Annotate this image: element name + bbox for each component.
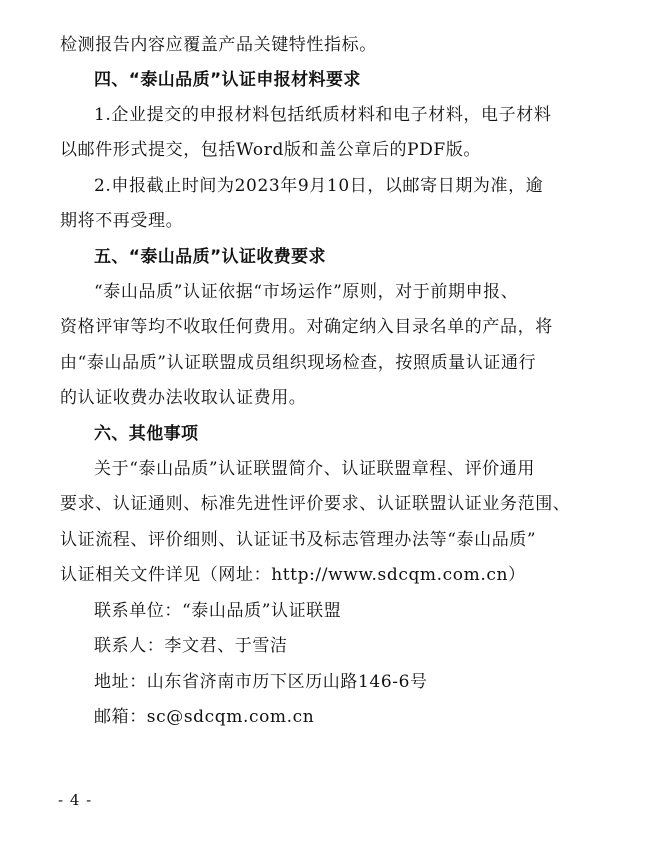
paragraph-line: 由“泰山品质”认证联盟成员组织现场检查，按照质量认证通行: [60, 353, 537, 373]
contact-unit: 联系单位：“泰山品质”认证联盟: [94, 601, 342, 621]
paragraph-line: 2.申报截止时间为2023年9月10日，以邮寄日期为准，逾: [94, 176, 544, 196]
section-heading-6: 六、其他事项: [94, 424, 199, 444]
paragraph-line: 的认证收费办法收取认证费用。: [60, 388, 307, 408]
email: 邮箱：sc@sdcqm.com.cn: [94, 707, 315, 727]
contact-person: 联系人：李文君、于雪洁: [94, 636, 288, 656]
section-heading-4: 四、“泰山品质”认证申报材料要求: [94, 70, 361, 90]
paragraph-line: 认证流程、评价细则、认证证书及标志管理办法等“泰山品质”: [60, 530, 537, 550]
address: 地址：山东省济南市历下区历山路146-6号: [94, 672, 428, 692]
paragraph-line: 1.企业提交的申报材料包括纸质材料和电子材料，电子材料: [94, 105, 552, 125]
paragraph-line: 资格评审等均不收取任何费用。对确定纳入目录名单的产品，将: [60, 317, 553, 337]
paragraph-line: 要求、认证通则、标准先进性评价要求、认证联盟认证业务范围、: [60, 494, 571, 514]
website-line: 认证相关文件详见（网址：http://www.sdcqm.com.cn）: [60, 565, 526, 585]
paragraph-line: 关于“泰山品质”认证联盟简介、认证联盟章程、评价通用: [94, 459, 535, 479]
paragraph-line: 检测报告内容应覆盖产品关键特性指标。: [60, 35, 377, 55]
paragraph-line: 以邮件形式提交，包括Word版和盖公章后的PDF版。: [60, 140, 482, 160]
section-heading-5: 五、“泰山品质”认证收费要求: [94, 247, 326, 267]
paragraph-line: “泰山品质”认证依据“市场运作”原则，对于前期申报、: [94, 282, 519, 302]
paragraph-line: 期将不再受理。: [60, 211, 184, 231]
page-number: - 4 -: [58, 791, 93, 809]
